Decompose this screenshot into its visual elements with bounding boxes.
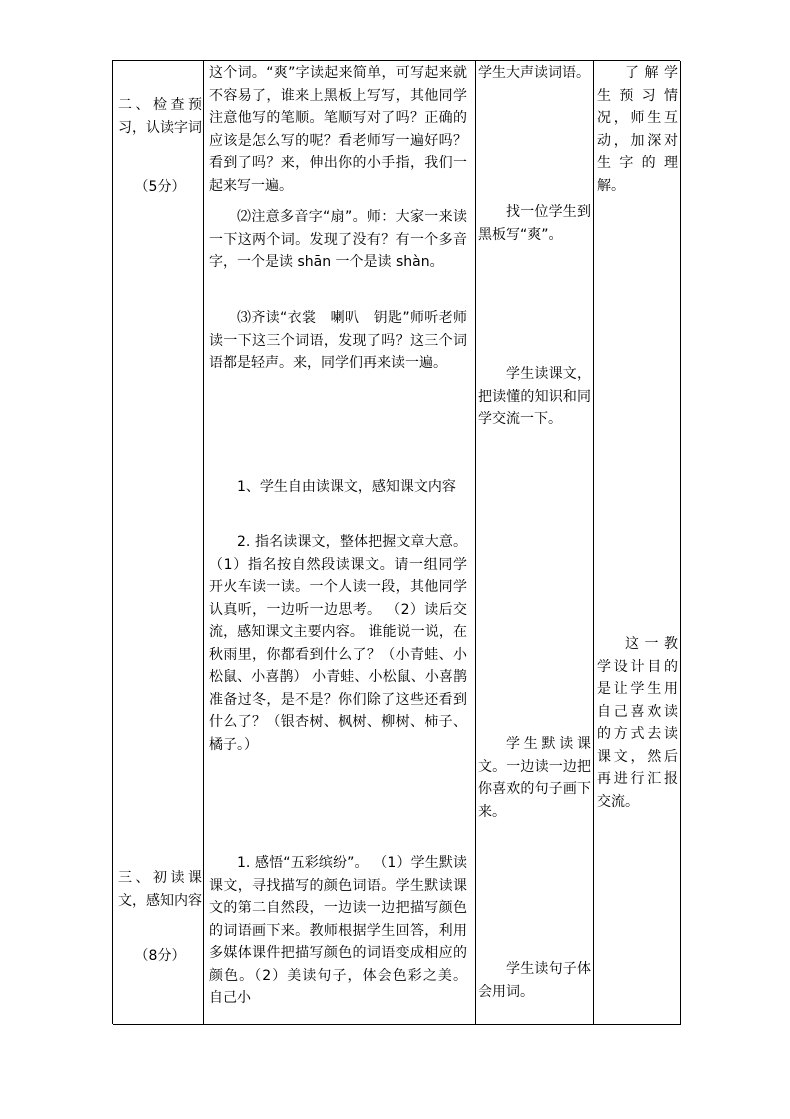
lesson-plan-table [112,60,680,1024]
student-activity-1: 学生大声读词语。 [478,65,590,81]
student-activity-2: 找一位学生到黑板写“爽”。 [478,204,591,243]
section-2-time: （5分） [134,179,186,195]
design-intent-2: 这一教学设计目的是让学生用自己喜欢读的方式去读课文，然后再进行汇报交流。 [597,636,678,810]
teacher-activity-column [204,61,476,1025]
section-3-title: 三、初读课文，感知内容 [118,870,202,909]
teacher-paragraph-1: 这个词。“爽”字读起来简单，可写起来就不容易了，谁来上黑板上写写，其他同学注意他写的笔顺。笔顺写对了吗？正确的应该是怎么写的呢？看老师写一遍好吗？看到了吗？来，伸出你的小手指，我们一起来写一遍。 [209,65,467,194]
section-3-time: （8分） [134,948,186,964]
section-2-title: 二、检查预习，认读字词 [118,97,202,136]
student-activity-column [476,61,594,1025]
student-activity-3: 学生读课文，把读懂的知识和同学交流一下。 [478,366,591,427]
student-activity-5: 学生读句子体会用词。 [478,961,591,1000]
teacher-paragraph-2: ⑵注意多音字“扇”。师：大家一来读一下这两个词。发现了没有？有一个多音字，一个是读 shān 一个是读 shàn。 [209,209,467,270]
stage-column [113,61,204,1025]
teacher-paragraph-5: 2. 指名读课文，整体把握文章大意。 （1）指名按自然段读课文。请一组同学开火车读一读。一个人读一段，其他同学认真听，一边听一边思考。 （2）读后交流，感知课文主要内容。 谁能说一说，在秋雨里，你都看到什么了？（小青蛙、小松鼠、小喜鹊） 小青蛙、小松鼠、小喜鹊准备过冬，是不是？你们除了这些还看到什么了？（银杏树、枫树、柳树、柿子、橘子。） [209,534,467,753]
student-activity-4: 学生默读课文。一边读一边把你喜欢的句子画下来。 [478,736,591,820]
design-intent-1: 了解学生预习情况，师生互动，加深对生字的理解。 [597,65,678,194]
design-intent-column [594,61,681,1025]
teacher-paragraph-3: ⑶齐读“衣裳 喇叭 钥匙”师听老师读一下这三个词语，发现了吗？这三个词语都是轻声。来，同学们再来读一遍。 [209,310,467,371]
teacher-paragraph-6: 1. 感悟“五彩缤纷”。 （1）学生默读课文，寻找描写的颜色词语。学生默读课文的第二自然段，一边读一边把描写颜色的词语画下来。教师根据学生回答，利用多媒体课件把描写颜色的词语变成相应的颜色。（2）美读句子，体会色彩之美。 自己小 [209,855,467,1006]
teacher-paragraph-4: 1、学生自由读课文，感知课文内容 [237,479,456,495]
